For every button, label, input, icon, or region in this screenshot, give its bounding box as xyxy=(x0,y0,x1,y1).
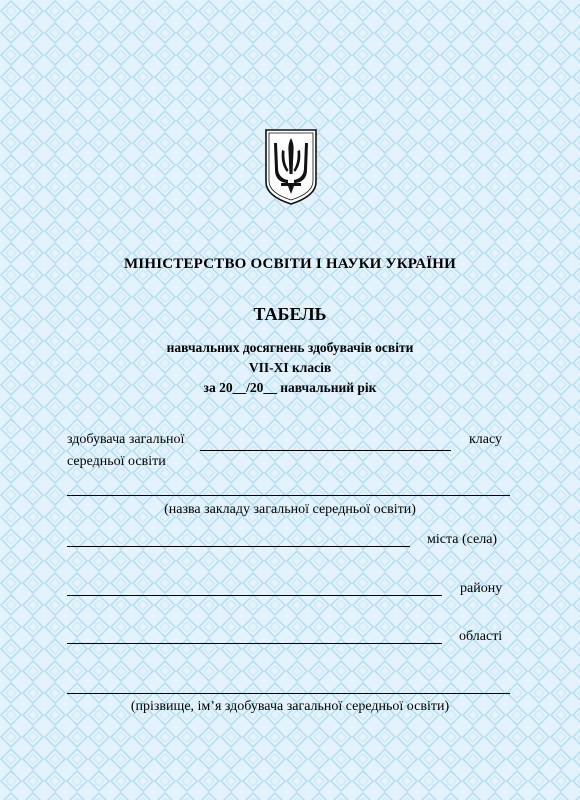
subtitle-line-2: VII-XI класів xyxy=(248,360,332,375)
class-label: класу xyxy=(469,432,503,447)
city-field[interactable] xyxy=(67,546,410,547)
education-label: середньої освіти xyxy=(67,454,166,469)
student-label: здобувача загальної xyxy=(67,432,185,447)
full-name-field[interactable] xyxy=(67,693,510,694)
student-name-field[interactable] xyxy=(200,450,451,451)
name-caption: (прізвище, ім’я здобувача загальної середньої освіти) xyxy=(130,699,450,714)
city-label: міста (села) xyxy=(427,532,498,547)
school-caption: (назва закладу загальної середньої освіти) xyxy=(164,502,416,517)
school-name-field[interactable] xyxy=(67,495,510,496)
trident-coat-of-arms-icon xyxy=(264,128,318,206)
subtitle-line-3: за 20__/20__ навчальний рік xyxy=(203,380,377,395)
district-label: району xyxy=(460,581,503,596)
subtitle-line-1: навчальних досягнень здобувачів освіти xyxy=(166,340,414,355)
region-field[interactable] xyxy=(67,643,442,644)
ministry-name: МІНІСТЕРСТВО ОСВІТИ І НАУКИ УКРАЇНИ xyxy=(123,256,457,272)
document-title: ТАБЕЛЬ xyxy=(253,304,327,324)
district-field[interactable] xyxy=(67,595,442,596)
region-label: області xyxy=(459,629,503,644)
